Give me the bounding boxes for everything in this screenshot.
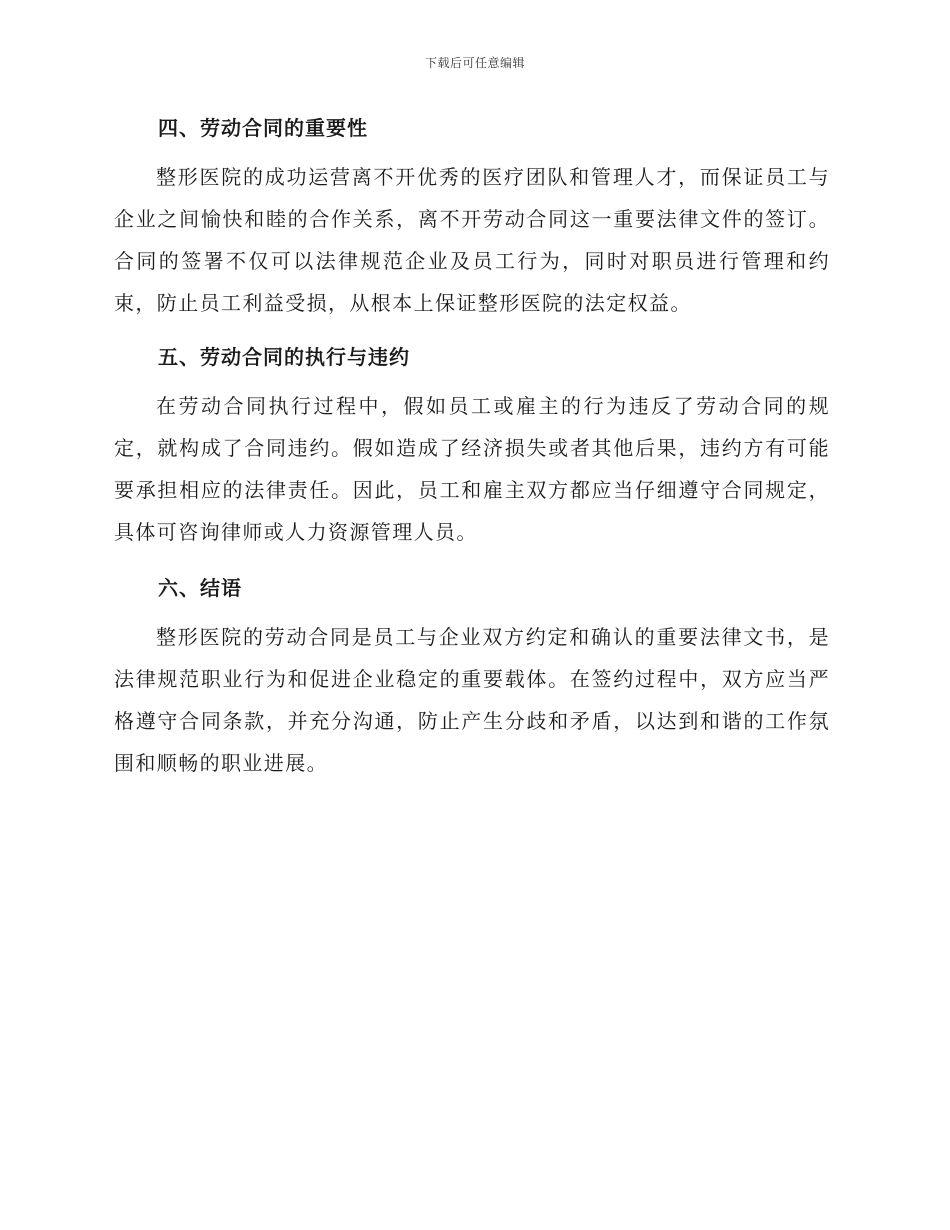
page-header: 下载后可任意编辑 xyxy=(424,56,525,70)
section-paragraph: 整形医院的成功运营离不开优秀的医疗团队和管理人才，而保证员工与企业之间愉快和睦的合作关系，离不开劳动合同这一重要法律文件的签订。合同的签署不仅可以法律规范企业及员工行为，同时对职员进行管理和约束，防止员工利益受损，从根本上保证整形医院的法定权益。 xyxy=(114,165,830,315)
section-paragraph: 整形医院的劳动合同是员工与企业双方约定和确认的重要法律文书，是法律规范职业行为和促进企业稳定的重要载体。在签约过程中，双方应当严格遵守合同条款，并充分沟通，防止产生分歧和矛盾，以达到和谐的工作氛围和顺畅的职业进展。 xyxy=(114,625,830,775)
section-importance xyxy=(114,113,830,324)
section-paragraph: 在劳动合同执行过程中，假如员工或雇主的行为违反了劳动合同的规定，就构成了合同违约。假如造成了经济损失或者其他后果，违约方有可能要承担相应的法律责任。因此，员工和雇主双方都应当仔细遵守合同规定，具体可咨询律师或人力资源管理人员。 xyxy=(114,394,830,544)
section-heading: 六、结语 xyxy=(158,576,242,600)
section-heading: 四、劳动合同的重要性 xyxy=(158,116,368,140)
section-execution-breach xyxy=(114,342,830,553)
section-heading: 五、劳动合同的执行与违约 xyxy=(158,345,410,369)
section-conclusion xyxy=(114,573,830,784)
